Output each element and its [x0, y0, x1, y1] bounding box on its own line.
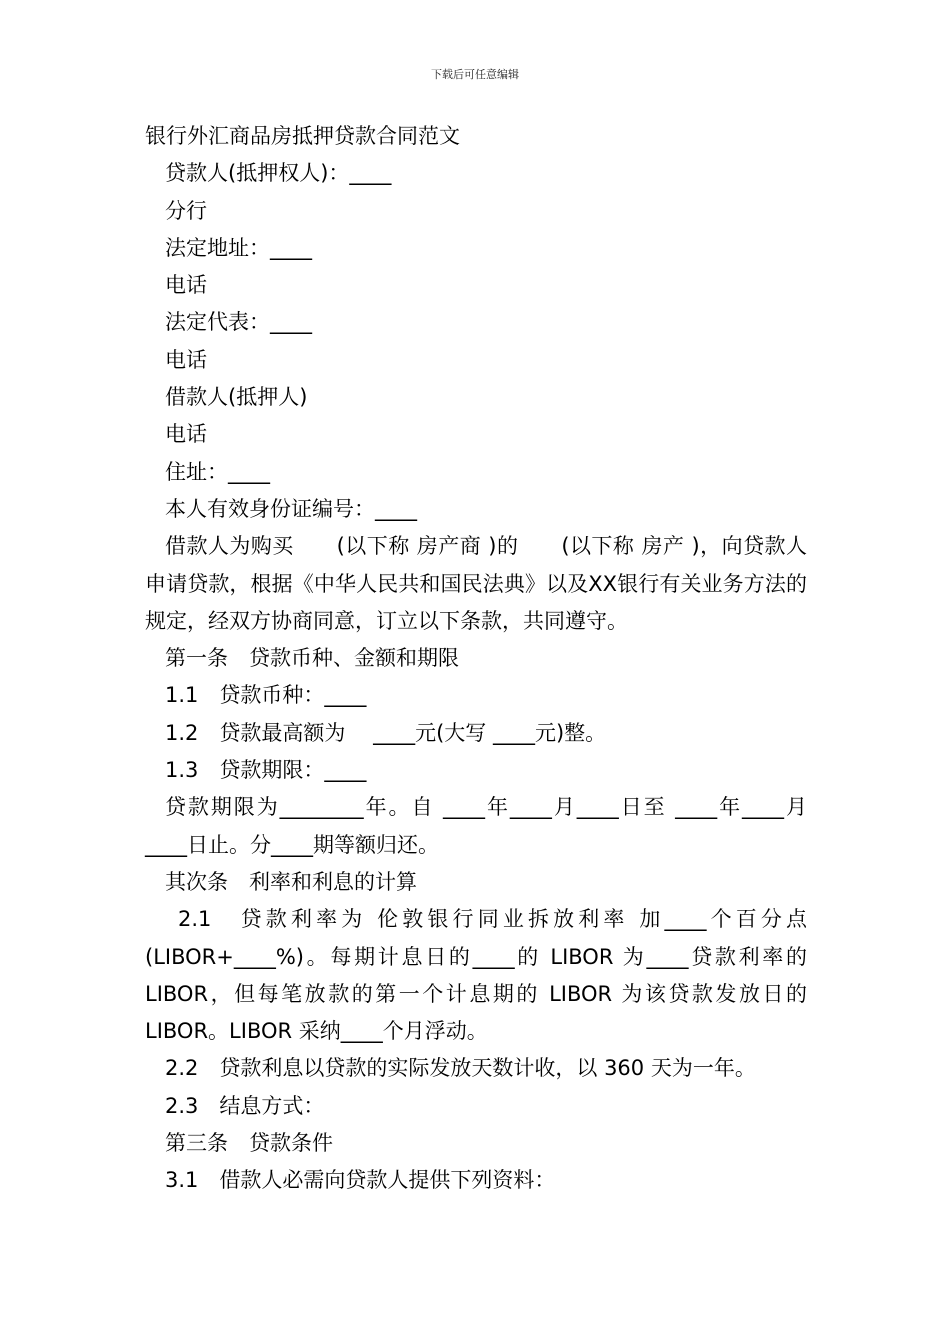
legal-representative-line: 法定代表：____: [165, 310, 312, 335]
intro-paragraph: 借款人为购买 (以下称 房产商 )的 (以下称 房产 )，向贷款人申请贷款，根据《中华人民共和国民法典》以及XX银行有关业务方法的规定，经双方协商同意，订立以下条款，共同遵守。: [145, 534, 807, 633]
article-3-heading: 第三条 贷款条件: [165, 1131, 333, 1156]
clause-3-1: 3.1 借款人必需向贷款人提供下列资料：: [165, 1168, 556, 1193]
representative-phone-line: 电话: [165, 347, 207, 372]
loan-term-paragraph: 贷款期限为________年。自 ____年____月____日至 ____年____月____日止。分____期等额归还。: [145, 795, 807, 857]
lender-address-line: 法定地址：____: [165, 235, 312, 260]
clause-2-3: 2.3 结息方式：: [165, 1093, 325, 1118]
article-2-heading: 其次条 利率和利息的计算: [165, 869, 417, 894]
page-header-note: 下载后可任意编辑: [431, 68, 519, 81]
lender-line: 贷款人(抵押权人)：____: [165, 161, 392, 186]
borrower-address-line: 住址：____: [165, 459, 270, 484]
article-1-heading: 第一条 贷款币种、金额和期限: [165, 646, 459, 671]
borrower-phone-line: 电话: [165, 422, 207, 447]
clause-2-2: 2.2 贷款利息以贷款的实际发放天数计收，以 360 天为一年。: [165, 1056, 756, 1081]
borrower-line: 借款人(抵押人): [165, 385, 308, 410]
clause-1-3: 1.3 贷款期限：____: [165, 758, 367, 783]
branch-line: 分行: [165, 198, 207, 223]
document-title: 银行外汇商品房抵押贷款合同范文: [145, 124, 460, 148]
clause-1-2: 1.2 贷款最高额为 ____元(大写 ____元)整。: [165, 720, 607, 745]
clause-1-1: 1.1 贷款币种：____: [165, 683, 367, 708]
id-number-line: 本人有效身份证编号：____: [165, 496, 417, 521]
lender-phone-line: 电话: [165, 273, 207, 298]
contract-document: [145, 118, 807, 1200]
clause-2-1: 2.1 贷款利率为 伦敦银行同业拆放利率 加____个百分点(LIBOR+____%)。每期计息日的____的 LIBOR 为____贷款利率的LIBOR，但每笔放款的第一个计息期的 LIBOR 为该贷款发放日的LIBOR。LIBOR 采纳____个月浮动。: [145, 907, 807, 1044]
